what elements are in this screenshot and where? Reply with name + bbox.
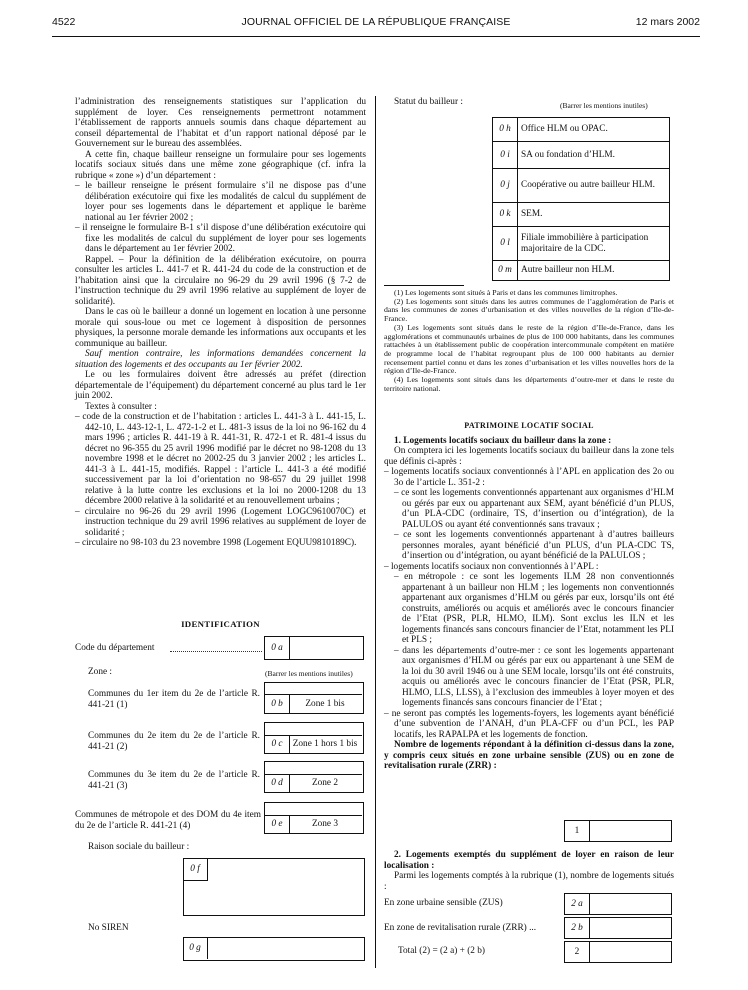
column-divider [375, 96, 376, 968]
page-header [52, 17, 700, 31]
paragraph: Sauf mention contraire, les informations demandées concernent la situation des logements et des occupants au 1er février 2002. [75, 349, 366, 370]
statut-hint: (Barrer les mentions inutiles) [560, 101, 648, 110]
footnote-rule [384, 285, 464, 286]
statut-code: 0 j [493, 169, 518, 203]
paragraph: Le ou les formulaires doivent être adressés au préfet (direction départementale de l’équipement) du département concerné au plus tard le 1er juin 2002. [75, 370, 366, 401]
statut-code: 0 m [493, 261, 518, 281]
statut-option[interactable]: SA ou fondation d’HLM. [518, 142, 670, 169]
zone-row-label: Communes du 1er item du 2e de l’article R. 441-21 (1) [88, 689, 260, 710]
patrimoine-section [384, 421, 674, 772]
zone-value: Zone 2 [288, 774, 362, 792]
zone-value: Zone 3 [288, 815, 362, 833]
paragraph: A cette fin, chaque bailleur renseigne un formulaire pour ses logements locatifs sociaux situés dans une même zone géographique (cf. infra la rubrique « zone ») d’un département : [75, 149, 366, 181]
siren-code: 0 g [183, 937, 208, 959]
statut-row[interactable] [493, 261, 670, 281]
statut-row[interactable] [493, 203, 670, 227]
zone-label: Zone : [88, 667, 113, 677]
list-item: – circulaire no 96-26 du 29 avril 1996 (Logement LOGC9610070C) et instruction technique du 29 avril 1996 relatives au supplément de loyer de solidarité ; [75, 506, 366, 538]
footnote: (4) Les logements sont situés dans les départements d’outre-mer et dans le reste du territoire national. [384, 375, 674, 393]
section1-question: Nombre de logements répondant à la définition ci-dessus dans la zone, y compris ceux situés en zone urbaine sensible (ZUS) ou en zone de revitalisation rurale (ZRR) : [384, 740, 674, 771]
section2-total-label: Total (2) = (2 a) + (2 b) [398, 946, 486, 956]
list-item: – le bailleur renseigne le présent formulaire s’il ne dispose pas d’une délibération exécutoire qui fixe les modalités de calcul du supplément de loyer pour ses logements dans le département et applique le barème national au 1er février 2002 ; [75, 181, 366, 223]
statut-table [492, 117, 670, 281]
list-item: – logements locatifs sociaux conventionnés à l’APL en application des 2o ou 3o de l’article L. 351-2 : [384, 467, 674, 488]
page-number: 4522 [52, 16, 76, 28]
statut-option[interactable]: Autre bailleur non HLM. [518, 261, 670, 281]
list-item: – ce sont les logements conventionnés appartenant aux organismes d’HLM ou gérés par eux ou appartenant aux SEM, ayant bénéficié d’un PLUS, d’un PLA-CDC (ordinaire, TS, d’insertion ou d’intégration), de la PALULOS ou ayant été conventionnés sans travaux ; [394, 488, 674, 530]
section2 [384, 850, 674, 892]
rappel-paragraph: Rappel. – Pour la définition de la délibération exécutoire, on pourra consulter les articles L. 441-7 et R. 441-24 du code de la construction et de l’habitation ainsi que la circulaire no 96-29 du 29 avril 1996 (§ 7-2 de l’instruction technique du 29 avril 1996 relative au supplément de loyer de solidarité). [75, 254, 366, 307]
header-rule [52, 36, 700, 37]
section2-title: 2. Logements exemptés du supplément de loyer en raison de leur localisation : [384, 850, 674, 871]
raison-sociale-field[interactable] [183, 858, 365, 916]
section2-code: 2 b [564, 917, 590, 939]
identification-title: IDENTIFICATION [181, 619, 260, 629]
footnotes [384, 289, 674, 393]
statut-label: Statut du bailleur : [394, 97, 463, 107]
siren-field[interactable] [183, 937, 365, 961]
paragraph: Textes à consulter : [85, 401, 157, 412]
list-item: – code de la construction et de l’habitation : articles L. 441-3 à L. 441-15, L. 442-10, L. 443-12-1, L. 472-1-2 et L. 481-3 issus de la loi no 96-162 du 4 mars 1996 ; articles R. 441-19 à R. 441-31, R. 472-1 et R. 481-4 issus du décret no 96-355 du 25 avril 1996 modifié par le décret no 98-1208 du 13 novembre 1998 et le décret no 2002-25 du 3 janvier 2002 ; les articles L. 441-3 à L. 441-15, modifiés. Rappel : l’article L. 441-3 a été modifié successivement par la loi d’orientation no 98-657 du 29 juillet 1998 relative à la lutte contre les exclusions et la loi no 2000-1208 du 13 décembre 2000 relative à la solidarité et au renouvellement urbains ; [75, 412, 366, 506]
zone-value: Zone 1 hors 1 bis [288, 735, 362, 753]
section2-code: 2 a [564, 893, 590, 915]
paragraph: Dans le cas où le bailleur a donné un logement en location à une personne morale qui sous-loue ou met ce logement à disposition de personnes physiques, la personne morale demande les informations aux occupants et les communique au bailleur. [75, 307, 366, 349]
statut-code: 0 i [493, 142, 518, 169]
siren-label: No SIREN [88, 923, 129, 933]
raison-sociale-code: 0 f [183, 858, 208, 881]
list-item: – il renseigne le formulaire B-1 s’il dispose d’une délibération exécutoire qui fixe les modalités de calcul du supplément de loyer pour ses logements dans le département au 1er février 2002. [75, 223, 366, 254]
statut-option[interactable]: SEM. [518, 203, 670, 227]
section2-code: 2 [564, 941, 590, 963]
intro-paragraph: l’administration des renseignements statistiques sur l’application du supplément de loyer. Ces renseignements permettront notamment l’établissement de rapports annuels soumis dans chaque département au conseil départemental de l’habitat et d’un rapport national déposé par le Gouvernement sur le bureau des assemblées. [75, 97, 366, 149]
section1-title: 1. Logements locatifs sociaux du bailleur dans la zone : [394, 435, 612, 446]
section2-intro: Parmi les logements comptés à la rubrique (1), nombre de logements situés : [384, 871, 674, 892]
code-departement-code: 0 a [264, 636, 290, 660]
statut-row[interactable] [493, 142, 670, 169]
section1-code: 1 [564, 820, 590, 842]
zone-row-label: Communes de métropole et des DOM du 4e item du 2e de l’article R. 441-21 (4) [75, 810, 261, 831]
list-item: – logements locatifs sociaux non conventionnés à l’APL : [384, 561, 599, 572]
list-item: – en métropole : ce sont les logements ILM 28 non conventionnés appartenant à un bailleur non HLM ; les logements non conventionnés appartenant aux organismes d’HLM ou gérés par eux, lorsqu’ils ont été construits, améliorés ou acquis et améliorés avec le concours financier de l’Etat (PSR, PLR, HLMO, ILM). Sont exclus les ILN et les logements financés sans concours financier de l’Etat, notamment les PLI et PLS ; [394, 572, 674, 645]
list-item: – ne seront pas comptés les logements-foyers, les logements ayant bénéficié d’une subvention de l’ANAH, d’un PLA-CFF ou d’un PCL, les PAP locatifs, les RAPALPA et les logements de fonction. [384, 708, 674, 740]
statut-code: 0 k [493, 203, 518, 227]
zone-value: Zone 1 bis [288, 694, 362, 713]
section2-row-label: En zone urbaine sensible (ZUS) [384, 898, 503, 908]
zone-code: 0 b [264, 694, 290, 714]
list-item: – ce sont les logements conventionnés appartenant à d’autres bailleurs personnes morales, ayant bénéficié d’un PLUS, d’un PLA-CDC TS, d’insertion ou d’intégration, ou ayant bénéficié de la PALULOS ; [394, 530, 674, 561]
code-departement-label: Code du département [75, 643, 155, 653]
zone-hint: (Barrer les mentions inutiles) [265, 669, 353, 678]
footnote: (2) Les logements sont situés dans les autres communes de l’agglomération de Paris et dans les communes de zones d’urbanisation et des villes nouvelles de la région d’Ile-de-France. [384, 296, 674, 324]
zone-code: 0 c [264, 735, 290, 754]
raison-sociale-label: Raison sociale du bailleur : [88, 842, 190, 852]
left-column [75, 97, 366, 549]
list-item: – dans les départements d’outre-mer : ce sont les logements appartenant aux organismes d’HLM ou gérés par eux ou appartenant à une SEM de la loi du 30 avril 1946 ou à une SEM locale, lorsqu’ils ont été construits, acquis ou améliorés avec le concours financier de l’Etat (PSR, PLR, HLMO, LLS, LLSS), à l’exclusion des immeubles à loyer moyen et des logements financés sans concours financier de l’Etat ; [394, 645, 674, 708]
issue-date: 12 mars 2002 [635, 16, 700, 28]
statut-option[interactable]: Office HLM ou OPAC. [518, 118, 670, 142]
statut-option[interactable]: Coopérative ou autre bailleur HLM. [518, 169, 670, 203]
zone-row-label: Communes du 2e item du 2e de l’article R. 441-21 (2) [88, 731, 260, 752]
dotted-leader [170, 651, 262, 652]
statut-code: 0 h [493, 118, 518, 142]
journal-title: JOURNAL OFFICIEL DE LA RÉPUBLIQUE FRANÇAISE [241, 16, 511, 28]
statut-row[interactable] [493, 118, 670, 142]
patrimoine-title: PATRIMOINE LOCATIF SOCIAL [464, 421, 594, 430]
zone-code: 0 d [264, 774, 290, 793]
statut-option[interactable]: Filiale immobilière à participation majoritaire de la CDC. [518, 227, 670, 261]
zone-code: 0 e [264, 815, 290, 834]
section2-row-label: En zone de revitalisation rurale (ZRR) ... [384, 923, 537, 933]
statut-code: 0 l [493, 227, 518, 261]
statut-row[interactable] [493, 227, 670, 261]
list-item: – circulaire no 98-103 du 23 novembre 1998 (Logement EQUU9810189C). [75, 538, 357, 548]
footnote: (1) Les logements sont situés à Paris et dans les communes limitrophes. [394, 288, 618, 297]
zone-row-label: Communes du 3e item du 2e de l’article R. 441-21 (3) [88, 770, 260, 791]
statut-row[interactable] [493, 169, 670, 203]
footnote: (3) Les logements sont situés dans le reste de la région d’Ile-de-France, dans les agglomérations et communautés urbaines de plus de 100 000 habitants, dans les communes rattachées à un établissement public de coopération intercommunale compétent en matière de programme local de l’habitat regroupant plus de 100 000 habitants au dernier recensement partiel connu et dans les zones d’urbanisation et les villes nouvelles hors de la région d’Ile-de-France. [384, 322, 674, 376]
section1-intro: On comptera ici les logements locatifs sociaux du bailleur dans la zone tels que définis ci-après : [384, 446, 674, 467]
